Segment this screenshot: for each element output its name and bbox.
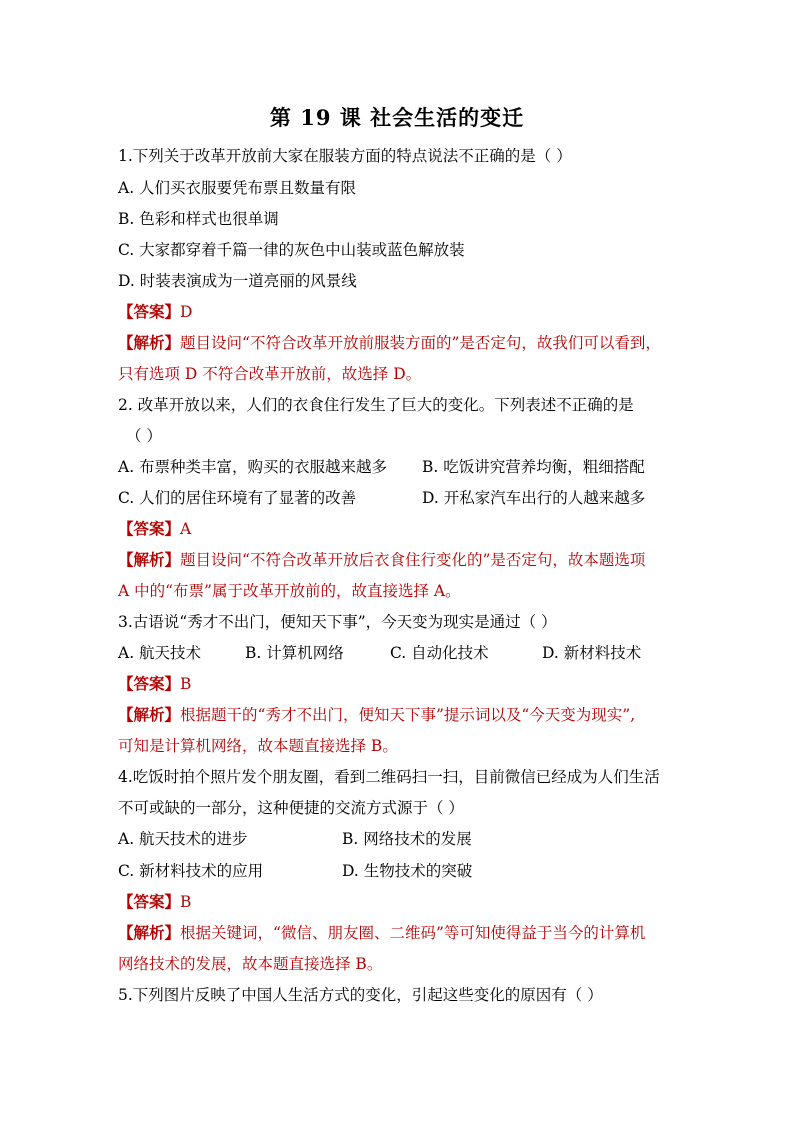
answer-value: B (180, 675, 192, 693)
q4-option-b: B. 网络技术的发展 (342, 830, 472, 848)
analysis-quote: “不符合改革开放后衣食住行变化的”是否定句，故本题选项 (242, 551, 646, 569)
answer-tag: 【答案】 (118, 519, 181, 538)
analysis-tag: 【解析】 (118, 923, 181, 942)
q2-stem-line-1: 2. 改革开放以来，人们的衣食住行发生了巨大的变化。下列表述不正确的是 (118, 396, 634, 414)
analysis-text: 根据关键词，“微信、朋友圈、二维码”等可知使得益于当今的计算机 (180, 924, 646, 942)
q4-analysis-line-1 (118, 923, 645, 943)
q4-option-c: C. 新材料技术的应用 (118, 862, 264, 880)
q4-answer (118, 892, 191, 912)
answer-tag: 【答案】 (118, 892, 181, 911)
q2-answer (118, 519, 191, 539)
q3-option-d: D. 新材料技术 (542, 644, 642, 662)
analysis-tag: 【解析】 (118, 333, 181, 352)
page-title: 第 19 课 社会生活的变迁 (269, 105, 525, 130)
analysis-text: 题目设问 (180, 334, 243, 352)
q4-option-a: A. 航天技术的进步 (118, 830, 248, 848)
q2-option-b: B. 吃饭讲究营养均衡，粗细搭配 (422, 458, 645, 476)
answer-tag: 【答案】 (118, 674, 181, 693)
q2-analysis-line-1 (118, 550, 645, 570)
q1-option-d: D. 时装表演成为一道亮丽的风景线 (118, 272, 357, 290)
q1-option-b: B. 色彩和样式也很单调 (118, 210, 279, 228)
q5-stem: 5.下列图片反映了中国人生活方式的变化，引起这些变化的原因有（ ） (118, 986, 603, 1004)
q4-option-d: D. 生物技术的突破 (342, 862, 473, 880)
q3-answer (118, 674, 191, 694)
analysis-text: 是否定句，故我们可以看到， (459, 334, 661, 352)
q3-analysis-line-2: 可知是计算机网络，故本题直接选择 B。 (118, 737, 398, 755)
q1-option-c: C. 大家都穿着千篇一律的灰色中山装或蓝色解放装 (118, 241, 465, 259)
q2-stem-line-2: （ ） (126, 427, 162, 445)
answer-value: A (180, 520, 192, 538)
q2-option-c: C. 人们的居住环境有了显著的改善 (118, 489, 357, 507)
q3-stem: 3.古语说“秀才不出门，便知天下事”，今天变为现实是通过（ ） (118, 613, 557, 631)
q4-stem-line-1: 4.吃饭时拍个照片发个朋友圈，看到二维码扫一扫，目前微信已经成为人们生活 (118, 768, 660, 786)
q3-option-c: C. 自动化技术 (390, 644, 489, 662)
answer-tag: 【答案】 (118, 302, 181, 321)
q1-analysis-line-2: 只有选项 D 不符合改革开放前，故选择 D。 (118, 365, 422, 383)
q4-analysis-line-2: 网络技术的发展，故本题直接选择 B。 (118, 955, 383, 973)
q3-analysis-line-1 (118, 705, 635, 725)
answer-value: D (180, 303, 193, 321)
q2-option-a: A. 布票种类丰富，购买的衣服越来越多 (118, 458, 388, 476)
analysis-quote: “不符合改革开放前服装方面的” (242, 334, 460, 352)
q3-option-a: A. 航天技术 (118, 644, 202, 662)
q1-stem: 1.下列关于改革开放前大家在服装方面的特点说法不正确的是（ ） (118, 147, 572, 165)
q4-stem-line-2: 不可或缺的一部分，这种便捷的交流方式源于（ ） (118, 799, 464, 817)
analysis-text: 题目设问 (180, 551, 243, 569)
q2-option-d: D. 开私家汽车出行的人越来越多 (422, 489, 646, 507)
answer-value: B (180, 893, 192, 911)
q3-option-b: B. 计算机网络 (245, 644, 344, 662)
analysis-tag: 【解析】 (118, 550, 181, 569)
q1-answer (118, 302, 192, 322)
analysis-tag: 【解析】 (118, 705, 181, 724)
q1-analysis-line-1 (118, 333, 661, 353)
q2-analysis-line-2: A 中的“布票”属于改革开放前的，故直接选择 A。 (118, 582, 461, 600)
q1-option-a: A. 人们买衣服要凭布票且数量有限 (118, 179, 357, 197)
analysis-text: 根据题干的“秀才不出门，便知天下事”提示词以及“今天变为现实”, (180, 706, 636, 724)
